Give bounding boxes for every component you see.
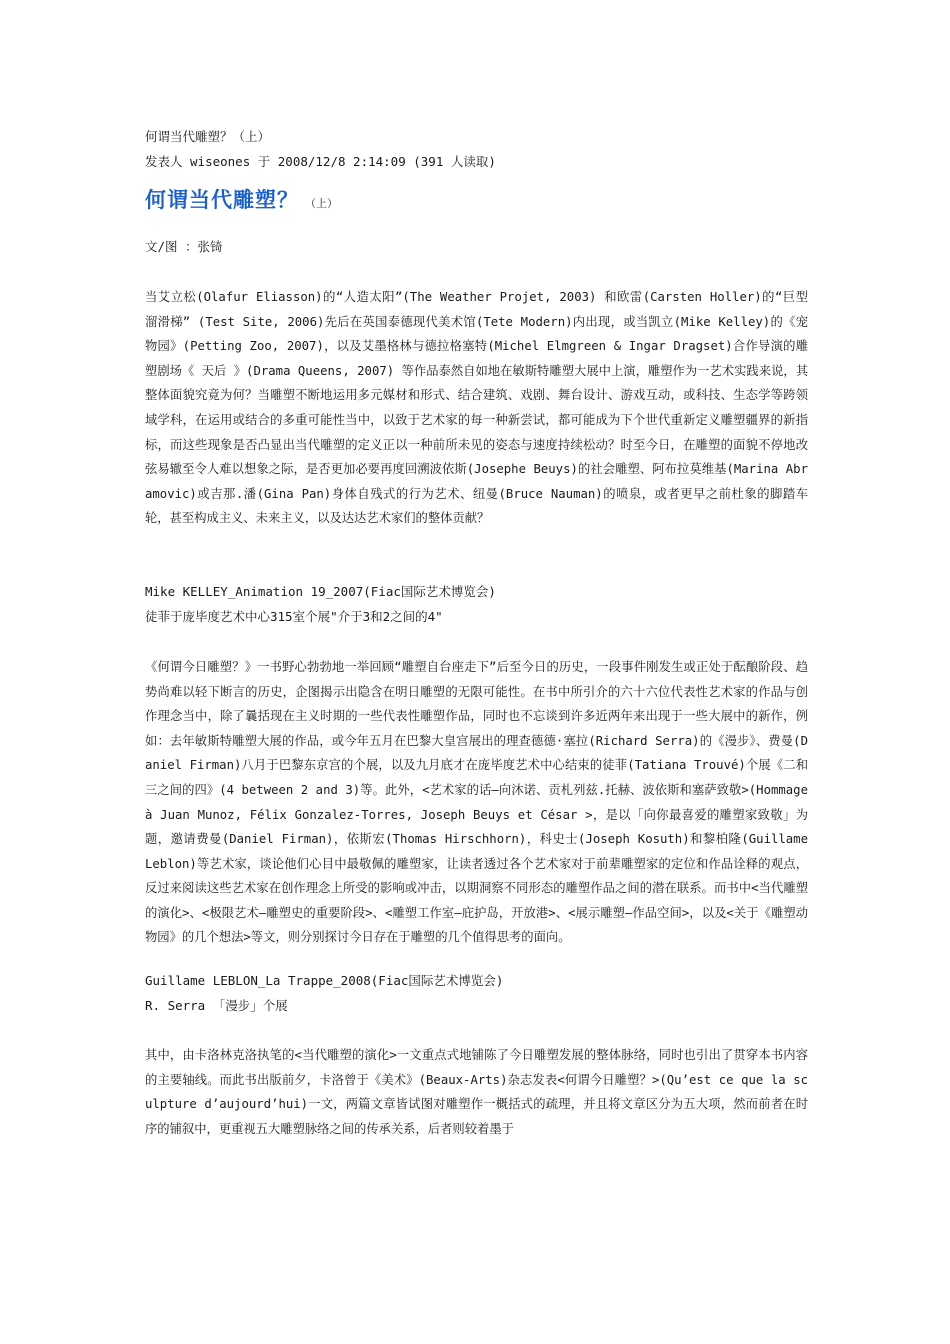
image-caption-1	[145, 579, 808, 629]
article-heading	[145, 184, 808, 228]
article-heading-sub: （上）	[305, 197, 338, 210]
paragraph-1: 当艾立松(Olafur Eliasson)的“人造太阳”(The Weather Projet, 2003) 和欧雷(Carsten Holler)的“巨型溜滑梯” (Test Site, 2006)先后在英国泰德现代美术馆(Tete Modern)内出现，或当凯立(Mike Kelley)的《宠物园》(Petting Zoo, 2007)，以及艾墨格林与德拉格塞特(Michel Elmgreen & Ingar Dragset)合作导演的雕塑剧场《 天后 》(Drama Queens, 2007) 等作品泰然自如地在敏斯特雕塑大展中上演，雕塑作为一艺术实践来说，其整体面貌究竟为何？当雕塑不断地运用多元媒材和形式、结合建筑、戏剧、舞台设计、游戏互动，或科技、生态学等跨领域学科，在运用或结合的多重可能性当中，以致于艺术家的每一种新尝试，都可能成为下个世代重新定义雕塑疆界的新指标，而这些现象是否凸显出当代雕塑的定义正以一种前所未见的姿态与速度持续松动？时至今日，在雕塑的面貌不停地改弦易辙至令人难以想象之际，是否更加必要再度回溯波依斯(Josephe Beuys)的社会雕塑、阿布拉莫维基(Marina Abramovic)或吉那.潘(Gina Pan)身体自残式的行为艺术、纽曼(Bruce Nauman)的喷泉，或者更早之前杜象的脚踏车轮，甚至构成主义、未来主义，以及达达艺术家们的整体贡献？	[145, 290, 808, 526]
caption-2-line-2: R. Serra 「漫步」个展	[145, 998, 288, 1014]
post-meta-line: 发表人 wiseones 于 2008/12/8 2:14:09 (391 人读取)	[145, 154, 496, 169]
document-page	[145, 124, 808, 1141]
caption-2-line-1: Guillame LEBLON_La Trappe_2008(Fiac国际艺术博览会)	[145, 973, 504, 989]
image-caption-2	[145, 968, 808, 1018]
paragraph-3: 其中，由卡洛林克洛执笔的<当代雕塑的演化>一文重点式地铺陈了今日雕塑发展的整体脉络，同时也引出了贯穿本书内容的主要轴线。而此书出版前夕，卡洛曾于《美术》(Beaux-Arts)杂志发表<何谓今日雕塑？>(Qu’est ce que la sculpture d’aujourd’hui)一文，两篇文章皆试图对雕塑作一概括式的疏理，并且将文章区分为五大项，然而前者在时序的铺叙中，更重视五大雕塑脉络之间的传承关系，后者则较着墨于	[145, 1048, 808, 1136]
paragraph-2: 《何谓今日雕塑？》一书野心勃勃地一举回顾“雕塑自台座走下”后至今日的历史，一段事件刚发生或正处于酝酿阶段、趋势尚难以轻下断言的历史，企图揭示出隐含在明日雕塑的无限可能性。在书中所引介的六十六位代表性艺术家的作品与创作理念当中，除了曩括现在主义时期的一些代表性雕塑作品，同时也不忘谈到许多近两年来出现于一些大展中的新作，例如：去年敏斯特雕塑大展的作品，或今年五月在巴黎大皇宫展出的理查德德·塞拉(Richard Serra)的《漫步》、费曼(Daniel Firman)八月于巴黎东京宫的个展，以及九月底才在庞毕度艺术中心结束的徒菲(Tatiana Trouvé)个展《二和三之间的四》(4 between 2 and 3)等。此外，<艺术家的话—向沐诺、贡札列兹.托赫、波依斯和塞萨致敬>(Hommage à Juan Munoz, Félix Gonzalez-Torres, Joseph Beuys et César >，是以「向你最喜爱的雕塑家致敬」为题，邀请费曼(Daniel Firman)，依斯宏(Thomas Hirschhorn)，科史士(Joseph Kosuth)和黎柏隆(Guillame Leblon)等艺术家，谈论他们心目中最敬佩的雕塑家，让读者透过各个艺术家对于前辈雕塑家的定位和作品诠释的观点，反过来阅读这些艺术家在创作理念上所受的影响或冲击，以期洞察不同形态的雕塑作品之间的潜在联系。而书中<当代雕塑的演化>、<极限艺术—雕塑史的重要阶段>、<雕塑工作室—庇护岛，开放港>、<展示雕塑—作品空间>，以及<关于《雕塑动物园》的几个想法>等文，则分别探讨今日存在于雕塑的几个值得思考的面向。	[145, 659, 808, 945]
article-heading-main: 何谓当代雕塑？	[145, 188, 299, 212]
post-title-line: 何谓当代雕塑？（上）	[145, 129, 271, 144]
caption-1-line-1: Mike KELLEY_Animation 19_2007(Fiac国际艺术博览会)	[145, 583, 496, 599]
caption-1-line-2: 徒菲于庞毕度艺术中心315室个展"介于3和2之间的4"	[145, 608, 443, 624]
article-byline: 文/图 ：张锜	[145, 239, 223, 254]
